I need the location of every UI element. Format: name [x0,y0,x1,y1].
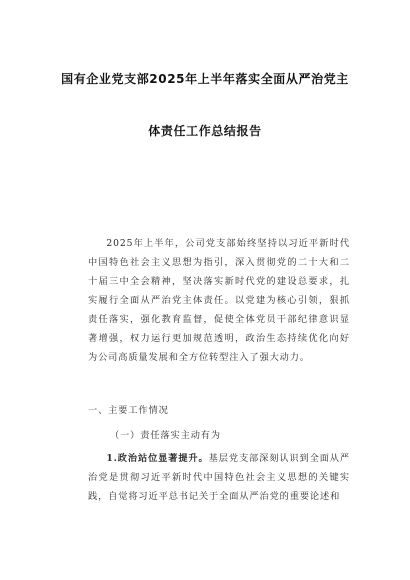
document-title-line-2: 体责任工作总结报告 [148,124,262,138]
intro-paragraph: 2025年上半年，公司党支部始终坚持以习近平新时代中国特色社会主义思想为指引，深入贯彻党的二十大和二十届三中全会精神，坚决落实新时代党的建设总要求，扎实履行全面从严治党主体责任。以党建为核心引领，狠抓责任落实，强化教育监督，促使全体党员干部纪律意识显著增强，权力运行更加规范透明，政治生态持续优化向好为公司高质量发展和全方位转型注入了强大动力。 [88,238,350,363]
section-heading: 一、主要工作情况 [88,405,169,416]
body-paragraph [88,449,350,506]
paragraph-lead: 1.政治站位显著提升。 [106,453,209,464]
document-title-line-1: 国有企业党支部2025年上半年落实全面从严治党主 [61,72,349,86]
paragraph-body: 基层党支部深刻认识到全面从严治党是贯彻习近平新时代中国特色社会主义思想的关键实践，自觉将习近平总书记关于全面从严治党的重要论述和 [88,453,350,502]
subsection-heading: （一）责任落实主动有为 [110,430,221,441]
